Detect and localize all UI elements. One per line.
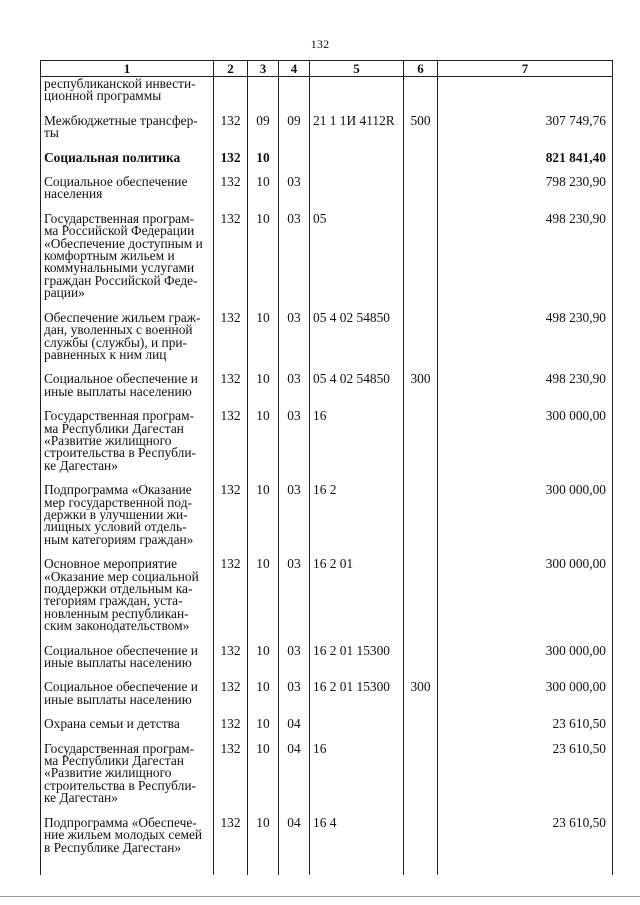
row-name-line: Социальная политика bbox=[44, 149, 181, 165]
target-item-cell: 16 2 bbox=[310, 484, 404, 558]
subsection-code-cell: 03 bbox=[279, 213, 310, 312]
target-item-cell: 05 4 02 54850 bbox=[310, 312, 404, 374]
table-row bbox=[41, 152, 613, 176]
expense-type-cell bbox=[404, 817, 438, 875]
row-name-line: коммунальными услугами bbox=[44, 260, 195, 276]
section-code-cell: 10 bbox=[248, 645, 279, 682]
target-item-cell: 16 2 01 15300 bbox=[310, 645, 404, 682]
row-name-line: рации» bbox=[44, 285, 85, 301]
subsection-code-cell: 03 bbox=[279, 312, 310, 374]
subsection-code-cell: 04 bbox=[279, 743, 310, 817]
ministry-code-cell: 132 bbox=[214, 681, 248, 718]
subsection-code-cell: 03 bbox=[279, 681, 310, 718]
expense-type-cell bbox=[404, 645, 438, 682]
column-header-6: 6 bbox=[404, 61, 438, 77]
row-name-line: Социальное обеспечение и bbox=[44, 642, 198, 658]
subsection-code-cell: 03 bbox=[279, 484, 310, 558]
ministry-code-cell: 132 bbox=[214, 115, 248, 152]
row-name-cell bbox=[41, 642, 214, 682]
target-item-cell: 21 1 1И 4112R bbox=[310, 115, 404, 152]
expense-type-cell bbox=[404, 213, 438, 312]
row-name-line: комфортным жильем и bbox=[44, 248, 175, 264]
row-name-line: Социальное обеспечение bbox=[44, 174, 188, 190]
row-name-line: ционной программы bbox=[44, 88, 162, 104]
row-name-line: лищных условий отдель- bbox=[44, 519, 187, 535]
section-code-cell: 10 bbox=[248, 558, 279, 644]
table-row bbox=[41, 645, 613, 682]
row-name-line: ке Дагестан» bbox=[44, 457, 118, 473]
section-code-cell: 10 bbox=[248, 681, 279, 718]
row-name-line: в Республике Дагестан» bbox=[44, 839, 182, 855]
page-bottom-rule bbox=[0, 896, 640, 897]
row-name-line: республиканской инвести- bbox=[44, 76, 196, 91]
amount-cell: 498 230,90 bbox=[438, 373, 613, 410]
amount-cell: 498 230,90 bbox=[438, 213, 613, 312]
row-name-line: «Обеспечение доступным и bbox=[44, 235, 203, 251]
row-name-line: иные выплаты населению bbox=[44, 655, 192, 671]
ministry-code-cell: 132 bbox=[214, 743, 248, 817]
section-code-cell: 10 bbox=[248, 484, 279, 558]
table-header-row bbox=[41, 61, 613, 77]
table-row bbox=[41, 484, 613, 558]
row-name-line: ма Российской Федерации bbox=[44, 223, 195, 239]
ministry-code-cell: 132 bbox=[214, 484, 248, 558]
expense-type-cell bbox=[404, 152, 438, 176]
section-code-cell: 10 bbox=[248, 743, 279, 817]
table-body bbox=[41, 77, 613, 875]
amount-cell: 300 000,00 bbox=[438, 681, 613, 718]
row-name-line: населения bbox=[44, 186, 103, 202]
expense-type-cell: 300 bbox=[404, 681, 438, 718]
subsection-code-cell: 03 bbox=[279, 645, 310, 682]
subsection-code-cell: 03 bbox=[279, 176, 310, 213]
section-code-cell: 10 bbox=[248, 718, 279, 742]
column-header-5: 5 bbox=[310, 61, 404, 77]
row-name-line: Обеспечение жильем граж- bbox=[44, 309, 201, 325]
row-name-line: службы (службы), и при- bbox=[44, 334, 188, 350]
ministry-code-cell: 132 bbox=[214, 373, 248, 410]
expense-type-cell bbox=[404, 176, 438, 213]
target-item-cell: 16 bbox=[310, 410, 404, 484]
target-item-cell bbox=[310, 176, 404, 213]
expense-type-cell bbox=[404, 718, 438, 742]
amount-cell: 23 610,50 bbox=[438, 743, 613, 817]
row-name-line: Государственная програм- bbox=[44, 210, 195, 226]
section-code-cell: 10 bbox=[248, 410, 279, 484]
row-name-cell bbox=[41, 149, 214, 176]
ministry-code-cell: 132 bbox=[214, 213, 248, 312]
row-name-line: «Оказание мер социальной bbox=[44, 568, 199, 584]
row-name-line: Государственная програм- bbox=[44, 408, 195, 424]
row-name-line: поддержки отдельным ка- bbox=[44, 581, 193, 596]
row-name-line: ма Республики Дагестан bbox=[44, 753, 184, 769]
amount-cell: 300 000,00 bbox=[438, 558, 613, 644]
column-header-1: 1 bbox=[41, 61, 214, 77]
row-name-cell bbox=[41, 484, 214, 558]
table-row bbox=[41, 77, 613, 115]
target-item-cell bbox=[310, 152, 404, 176]
section-code-cell: 10 bbox=[248, 213, 279, 312]
ministry-code-cell: 132 bbox=[214, 176, 248, 213]
table-row bbox=[41, 817, 613, 875]
target-item-cell: 05 bbox=[310, 213, 404, 312]
subsection-code-cell: 03 bbox=[279, 410, 310, 484]
column-header-7: 7 bbox=[438, 61, 613, 77]
subsection-code-cell: 03 bbox=[279, 373, 310, 410]
row-name-line: тегориям граждан, уста- bbox=[44, 593, 183, 609]
row-name-line: Социальное обеспечение и bbox=[44, 679, 198, 695]
ministry-code-cell: 132 bbox=[214, 312, 248, 374]
target-item-cell: 16 bbox=[310, 743, 404, 817]
row-name-line: ке Дагестан» bbox=[44, 790, 118, 806]
amount-cell: 300 000,00 bbox=[438, 484, 613, 558]
subsection-code-cell: 04 bbox=[279, 817, 310, 875]
row-name-cell bbox=[41, 309, 214, 374]
row-name-line: держки в улучшении жи- bbox=[44, 506, 188, 522]
ministry-code-cell bbox=[214, 77, 248, 115]
row-name-line: Подпрограмма «Обеспече- bbox=[44, 814, 197, 830]
subsection-code-cell: 09 bbox=[279, 115, 310, 152]
amount-cell: 300 000,00 bbox=[438, 645, 613, 682]
expense-type-cell bbox=[404, 484, 438, 558]
row-name-line: ским законодательством» bbox=[44, 618, 190, 634]
section-code-cell: 10 bbox=[248, 373, 279, 410]
row-name-line: новленным республикан- bbox=[44, 605, 189, 621]
table-row bbox=[41, 558, 613, 644]
row-name-line: «Развитие жилищного bbox=[44, 432, 172, 448]
row-name-line: строительства в Республи- bbox=[44, 445, 196, 461]
table-row bbox=[41, 312, 613, 374]
row-name-line: Основное мероприятие bbox=[44, 556, 178, 572]
row-name-line: иные выплаты населению bbox=[44, 691, 192, 707]
row-name-line: ма Республики Дагестан bbox=[44, 420, 184, 436]
table-row bbox=[41, 681, 613, 718]
ministry-code-cell: 132 bbox=[214, 558, 248, 644]
expense-type-cell bbox=[404, 743, 438, 817]
amount-cell: 498 230,90 bbox=[438, 312, 613, 374]
section-code-cell: 10 bbox=[248, 176, 279, 213]
target-item-cell: 16 4 bbox=[310, 817, 404, 875]
row-name-cell bbox=[41, 558, 214, 644]
expense-type-cell bbox=[404, 558, 438, 644]
column-header-3: 3 bbox=[248, 61, 279, 77]
row-name-line: Подпрограмма «Оказание bbox=[44, 482, 192, 498]
row-name-line: «Развитие жилищного bbox=[44, 765, 172, 781]
row-name-line: Межбюджетные трансфер- bbox=[44, 112, 198, 128]
subsection-code-cell bbox=[279, 77, 310, 115]
amount-cell: 23 610,50 bbox=[438, 817, 613, 875]
table-row bbox=[41, 743, 613, 817]
row-name-cell bbox=[41, 718, 214, 742]
row-name-line: ние жильем молодых семей bbox=[44, 827, 203, 843]
row-name-line: ным категориям граждан» bbox=[44, 531, 194, 547]
expense-type-cell bbox=[404, 410, 438, 484]
table-row bbox=[41, 115, 613, 152]
table-row bbox=[41, 176, 613, 213]
row-name-line: мер государственной под- bbox=[44, 494, 192, 510]
target-item-cell: 16 2 01 15300 bbox=[310, 681, 404, 718]
section-code-cell: 10 bbox=[248, 312, 279, 374]
target-item-cell: 05 4 02 54850 bbox=[310, 373, 404, 410]
amount-cell bbox=[438, 77, 613, 115]
row-name-cell bbox=[41, 814, 214, 875]
row-name-cell bbox=[41, 112, 214, 152]
subsection-code-cell: 03 bbox=[279, 558, 310, 644]
expense-type-cell bbox=[404, 77, 438, 115]
row-name-line: граждан Российской Феде- bbox=[44, 272, 198, 288]
table-row bbox=[41, 373, 613, 410]
amount-cell: 798 230,90 bbox=[438, 176, 613, 213]
row-name-cell bbox=[41, 77, 214, 115]
row-name-line: ты bbox=[44, 125, 59, 141]
target-item-cell bbox=[310, 77, 404, 115]
row-name-cell bbox=[41, 740, 214, 817]
row-name-line: дан, уволенных с военной bbox=[44, 322, 193, 338]
row-name-cell bbox=[41, 410, 214, 484]
row-name-cell bbox=[41, 176, 214, 213]
ministry-code-cell: 132 bbox=[214, 410, 248, 484]
target-item-cell bbox=[310, 718, 404, 742]
row-name-line: Охрана семьи и детства bbox=[44, 716, 180, 732]
row-name-line: строительства в Республи- bbox=[44, 777, 196, 793]
page-number: 132 bbox=[310, 37, 330, 51]
ministry-code-cell: 132 bbox=[214, 152, 248, 176]
amount-cell: 23 610,50 bbox=[438, 718, 613, 742]
row-name-cell bbox=[41, 373, 214, 410]
amount-cell: 821 841,40 bbox=[438, 152, 613, 176]
table-row bbox=[41, 718, 613, 742]
section-code-cell: 10 bbox=[248, 152, 279, 176]
expense-type-cell bbox=[404, 312, 438, 374]
subsection-code-cell: 04 bbox=[279, 718, 310, 742]
section-code-cell: 10 bbox=[248, 817, 279, 875]
section-code-cell bbox=[248, 77, 279, 115]
amount-cell: 300 000,00 bbox=[438, 410, 613, 484]
row-name-cell bbox=[41, 681, 214, 718]
expense-type-cell: 300 bbox=[404, 373, 438, 410]
column-header-2: 2 bbox=[214, 61, 248, 77]
row-name-line: равненных к ним лиц bbox=[44, 346, 167, 362]
target-item-cell: 16 2 01 bbox=[310, 558, 404, 644]
table-row bbox=[41, 213, 613, 312]
row-name-line: Государственная програм- bbox=[44, 740, 195, 756]
column-header-4: 4 bbox=[279, 61, 310, 77]
row-name-line: иные выплаты населению bbox=[44, 383, 192, 399]
row-name-cell bbox=[41, 210, 214, 312]
ministry-code-cell: 132 bbox=[214, 645, 248, 682]
row-name-line: Социальное обеспечение и bbox=[44, 371, 198, 387]
ministry-code-cell: 132 bbox=[214, 718, 248, 742]
budget-table bbox=[40, 60, 613, 875]
table-row bbox=[41, 410, 613, 484]
expense-type-cell: 500 bbox=[404, 115, 438, 152]
ministry-code-cell: 132 bbox=[214, 817, 248, 875]
amount-cell: 307 749,76 bbox=[438, 115, 613, 152]
section-code-cell: 09 bbox=[248, 115, 279, 152]
subsection-code-cell bbox=[279, 152, 310, 176]
